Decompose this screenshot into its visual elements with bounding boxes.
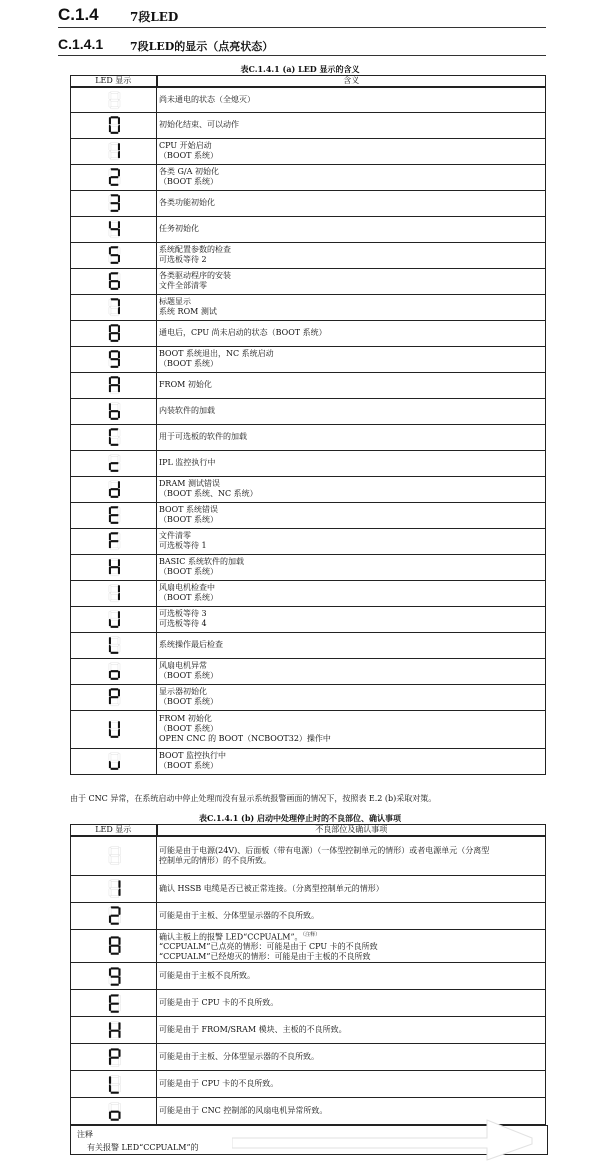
table-a-caption: 表C.1.4.1 (a) LED 显示的含义 (240, 64, 360, 74)
led-display-cell (71, 502, 157, 528)
seven-segment-icon (108, 583, 121, 603)
table-row (71, 710, 546, 748)
led-display-cell (71, 528, 157, 554)
meaning-cell (157, 528, 546, 554)
cell-line: DRAM 测试错误 (159, 479, 220, 488)
meaning-cell (157, 138, 546, 164)
table-row (71, 684, 546, 710)
cell-line: BOOT 系统错误 (159, 505, 219, 514)
meaning-cell (157, 320, 546, 346)
table-row (71, 990, 546, 1017)
cell-line: 系统配置参数的检查 (159, 245, 231, 254)
table-row (71, 502, 546, 528)
table-row (71, 87, 546, 112)
led-display-cell (71, 112, 157, 138)
cell-line: 可能是由于主板、分体型显示器的不良所致。 (159, 910, 319, 920)
cell-line: BOOT 系统退出，NC 系统启动 (159, 349, 274, 358)
meaning-cell (157, 1044, 546, 1071)
cell-line: FROM 初始化 (159, 714, 212, 723)
meaning-cell (157, 268, 546, 294)
cell-line: 尚未通电的状态（全熄灭） (159, 94, 255, 104)
table-row (71, 190, 546, 216)
subsection-number: C.1.4.1 (58, 36, 104, 52)
table-row (71, 528, 546, 554)
meaning-cell (157, 450, 546, 476)
cell-line: （BOOT 系统） (159, 177, 219, 186)
seven-segment-icon (108, 90, 121, 110)
led-display-cell (71, 450, 157, 476)
cell-line: （BOOT 系统） (159, 761, 219, 770)
cell-line: 可选板等待 4 (159, 619, 207, 628)
led-display-cell (71, 372, 157, 398)
meaning-cell (157, 580, 546, 606)
meaning-cell (157, 710, 546, 748)
note-body: 有关报警 LED“CCPUALM”的 (87, 1143, 199, 1152)
cell-line: 任务初始化 (159, 224, 199, 233)
led-display-cell (71, 710, 157, 748)
table-row (71, 346, 546, 372)
seven-segment-icon (108, 1020, 122, 1041)
meaning-cell (157, 1071, 546, 1098)
meaning-cell (157, 424, 546, 450)
seven-segment-icon (108, 271, 121, 291)
table-row (71, 294, 546, 320)
meaning-cell (157, 1017, 546, 1044)
seven-segment-icon (108, 531, 121, 551)
cell-line: 通电后，CPU 尚未启动的状态（BOOT 系统） (159, 328, 327, 337)
table-row (71, 164, 546, 190)
table-row (71, 554, 546, 580)
meaning-cell (157, 875, 546, 902)
seven-segment-icon (108, 1047, 122, 1068)
cell-line: OPEN CNC 的 BOOT（NCBOOT32）操作中 (159, 734, 331, 743)
seven-segment-icon (108, 115, 121, 135)
meaning-cell (157, 963, 546, 990)
led-meaning-table (70, 75, 546, 775)
seven-segment-icon (108, 719, 121, 739)
led-display-cell (71, 476, 157, 502)
section-number: C.1.4 (58, 5, 99, 24)
seven-segment-icon (108, 297, 121, 317)
cell-line: 可能是由于主板不良所致。 (159, 971, 255, 981)
table-row (71, 138, 546, 164)
seven-segment-icon (108, 453, 121, 473)
meaning-cell (157, 990, 546, 1017)
cell-line: （BOOT 系统） (159, 724, 219, 733)
cell-line: 用于可选板的软件的加载 (159, 432, 247, 441)
cell-line: 可能是由于电源(24V)、后面板（带有电源）（一体型控制单元的情形）或者电源单元（分离型 (159, 845, 490, 855)
cell-line: 系统 ROM 测试 (159, 307, 217, 316)
led-display-cell (71, 554, 157, 580)
cell-line: “CCPUALM”已经熄灭的情形：可能是由于主板的不良所致 (159, 952, 371, 962)
table-row (71, 963, 546, 990)
table-row (71, 112, 546, 138)
led-display-cell (71, 1071, 157, 1098)
table-row (71, 902, 546, 929)
seven-segment-icon (108, 375, 121, 395)
subsection-title: 7段LED的显示（点亮状态） (130, 40, 274, 53)
cell-line: 可选板等待 3 (159, 609, 207, 618)
seven-segment-icon (108, 845, 122, 866)
startup-fault-table (70, 824, 546, 1125)
cell-line: “CCPUALM”已点亮的情形：可能是由于 CPU 卡的不良所致 (159, 942, 378, 952)
led-display-cell (71, 242, 157, 268)
table-row (71, 424, 546, 450)
led-display-cell (71, 632, 157, 658)
cell-line: FROM 初始化 (159, 380, 212, 389)
led-display-cell (71, 963, 157, 990)
meaning-cell (157, 632, 546, 658)
meaning-cell (157, 112, 546, 138)
led-display-cell (71, 929, 157, 963)
led-display-cell (71, 684, 157, 710)
seven-segment-icon (108, 935, 122, 956)
cell-line: 文件全部清零 (159, 281, 207, 290)
note-paragraph: 由于 CNC 异常，在系统启动中停止处理而没有显示系统报警画面的情况下，按照表 E.2 (b)采取对策。 (70, 794, 437, 803)
led-display-cell (71, 658, 157, 684)
cell-line: （BOOT 系统） (159, 515, 219, 524)
cell-line: 内装软件的加载 (159, 406, 215, 415)
seven-segment-icon (108, 905, 122, 926)
meaning-cell (157, 502, 546, 528)
subsection-heading (58, 36, 546, 56)
cell-line: 可选板等待 1 (159, 541, 207, 550)
meaning-cell (157, 242, 546, 268)
cell-line: （BOOT 系统） (159, 359, 219, 368)
seven-segment-icon (108, 878, 122, 899)
meaning-cell (157, 748, 546, 774)
led-display-cell (71, 268, 157, 294)
table-row (71, 929, 546, 963)
led-display-cell (71, 836, 157, 875)
led-display-cell (71, 1098, 157, 1125)
led-display-cell (71, 606, 157, 632)
led-display-cell (71, 190, 157, 216)
column-header-led: LED 显示 (71, 76, 157, 88)
table-row (71, 1017, 546, 1044)
seven-segment-icon (108, 635, 121, 655)
column-header-led: LED 显示 (71, 825, 157, 837)
table-row (71, 748, 546, 774)
cell-line: BASIC 系统软件的加载 (159, 557, 244, 566)
meaning-cell (157, 606, 546, 632)
meaning-cell (157, 398, 546, 424)
table-row (71, 242, 546, 268)
cell-line: 确认主板上的报警 LED“CCPUALM”。$^{(注释)}$ (159, 931, 321, 942)
meaning-cell (157, 902, 546, 929)
meaning-cell (157, 216, 546, 242)
seven-segment-icon (108, 1101, 122, 1122)
seven-segment-icon (108, 557, 121, 577)
column-header-fault: 不良部位及确认事项 (157, 825, 546, 837)
note-reference: （注释） (302, 931, 321, 938)
cell-line: 控制单元的情形）的不良所致。 (159, 855, 271, 865)
table-row (71, 836, 546, 875)
led-display-cell (71, 164, 157, 190)
seven-segment-icon (108, 993, 122, 1014)
seven-segment-icon (108, 751, 121, 771)
cell-line: 确认 HSSB 电缆是否已被正常连接。（分离型控制单元的情形） (159, 883, 384, 893)
seven-segment-icon (108, 661, 121, 681)
cell-line: 系统操作最后检查 (159, 640, 223, 649)
led-display-cell (71, 398, 157, 424)
seven-segment-icon (108, 427, 121, 447)
meaning-cell (157, 658, 546, 684)
table-row (71, 632, 546, 658)
cell-line: 文件清零 (159, 531, 191, 540)
seven-segment-icon (108, 349, 121, 369)
cell-line: （BOOT 系统） (159, 151, 219, 160)
led-display-cell (71, 1017, 157, 1044)
table-row (71, 476, 546, 502)
led-display-cell (71, 294, 157, 320)
seven-segment-icon (108, 1074, 122, 1095)
table-row (71, 606, 546, 632)
table-row (71, 268, 546, 294)
table-row (71, 216, 546, 242)
seven-segment-icon (108, 193, 121, 213)
seven-segment-icon (108, 479, 121, 499)
cell-line: 风扇电机异常 (159, 661, 207, 670)
led-display-cell (71, 990, 157, 1017)
meaning-cell (157, 164, 546, 190)
meaning-cell (157, 554, 546, 580)
table-row (71, 658, 546, 684)
table-row (71, 450, 546, 476)
cell-line: IPL 监控执行中 (159, 458, 216, 467)
led-display-cell (71, 138, 157, 164)
cell-line: 各类驱动程序的安装 (159, 271, 231, 280)
led-display-cell (71, 87, 157, 112)
led-display-cell (71, 580, 157, 606)
seven-segment-icon (108, 401, 121, 421)
seven-segment-icon (108, 966, 122, 987)
cell-line: （BOOT 系统） (159, 671, 219, 680)
meaning-cell (157, 684, 546, 710)
section-heading (58, 5, 546, 28)
seven-segment-icon (108, 245, 121, 265)
table-row (71, 372, 546, 398)
cell-line: 可能是由于 CPU 卡的不良所致。 (159, 998, 279, 1008)
section-title: 7段LED (130, 10, 179, 24)
cell-line: CPU 开始启动 (159, 141, 212, 150)
meaning-cell (157, 346, 546, 372)
cell-line: 初始化结束、可以动作 (159, 120, 239, 129)
table-row (71, 398, 546, 424)
meaning-cell (157, 929, 546, 963)
led-display-cell (71, 875, 157, 902)
seven-segment-icon (108, 219, 121, 239)
led-display-cell (71, 424, 157, 450)
led-display-cell (71, 216, 157, 242)
cell-line: 风扇电机检查中 (159, 583, 215, 592)
arrow-overlay-icon (232, 1108, 558, 1163)
cell-line: 可选板等待 2 (159, 255, 207, 264)
table-row (71, 320, 546, 346)
cell-line: （BOOT 系统） (159, 593, 219, 602)
table-b-caption: 表C.1.4.1 (b) 启动中处理停止时的不良部位、确认事项 (198, 813, 401, 823)
meaning-cell (157, 836, 546, 875)
table-row (71, 875, 546, 902)
led-display-cell (71, 748, 157, 774)
seven-segment-icon (108, 687, 121, 707)
led-display-cell (71, 902, 157, 929)
meaning-cell (157, 87, 546, 112)
seven-segment-icon (108, 323, 121, 343)
cell-line: BOOT 监控执行中 (159, 751, 227, 760)
cell-line: （BOOT 系统） (159, 567, 219, 576)
meaning-cell (157, 372, 546, 398)
cell-line: 各类 G/A 初始化 (159, 167, 219, 176)
meaning-cell (157, 294, 546, 320)
table-row (71, 580, 546, 606)
seven-segment-icon (108, 505, 121, 525)
table-row (71, 1071, 546, 1098)
cell-line: 可能是由于 CNC 控制部的风扇电机异常所致。 (159, 1106, 328, 1116)
cell-line: 可能是由于 FROM/SRAM 模块、主板的不良所致。 (159, 1025, 347, 1035)
note-title: 注释 (77, 1130, 93, 1139)
seven-segment-icon (108, 141, 121, 161)
meaning-cell (157, 190, 546, 216)
led-display-cell (71, 346, 157, 372)
meaning-cell (157, 476, 546, 502)
led-display-cell (71, 320, 157, 346)
column-header-meaning: 含义 (157, 76, 546, 88)
cell-line: 显示器初始化 (159, 687, 207, 696)
cell-line: 标题显示 (159, 297, 191, 306)
cell-line: （BOOT 系统、NC 系统） (159, 489, 258, 498)
seven-segment-icon (108, 167, 121, 187)
cell-line: （BOOT 系统） (159, 697, 219, 706)
cell-line: 可能是由于主板、分体型显示器的不良所致。 (159, 1052, 319, 1062)
table-row (71, 1044, 546, 1071)
cell-line: 可能是由于 CPU 卡的不良所致。 (159, 1079, 279, 1089)
cell-line: 各类功能初始化 (159, 198, 215, 207)
seven-segment-icon (108, 609, 121, 629)
led-display-cell (71, 1044, 157, 1071)
